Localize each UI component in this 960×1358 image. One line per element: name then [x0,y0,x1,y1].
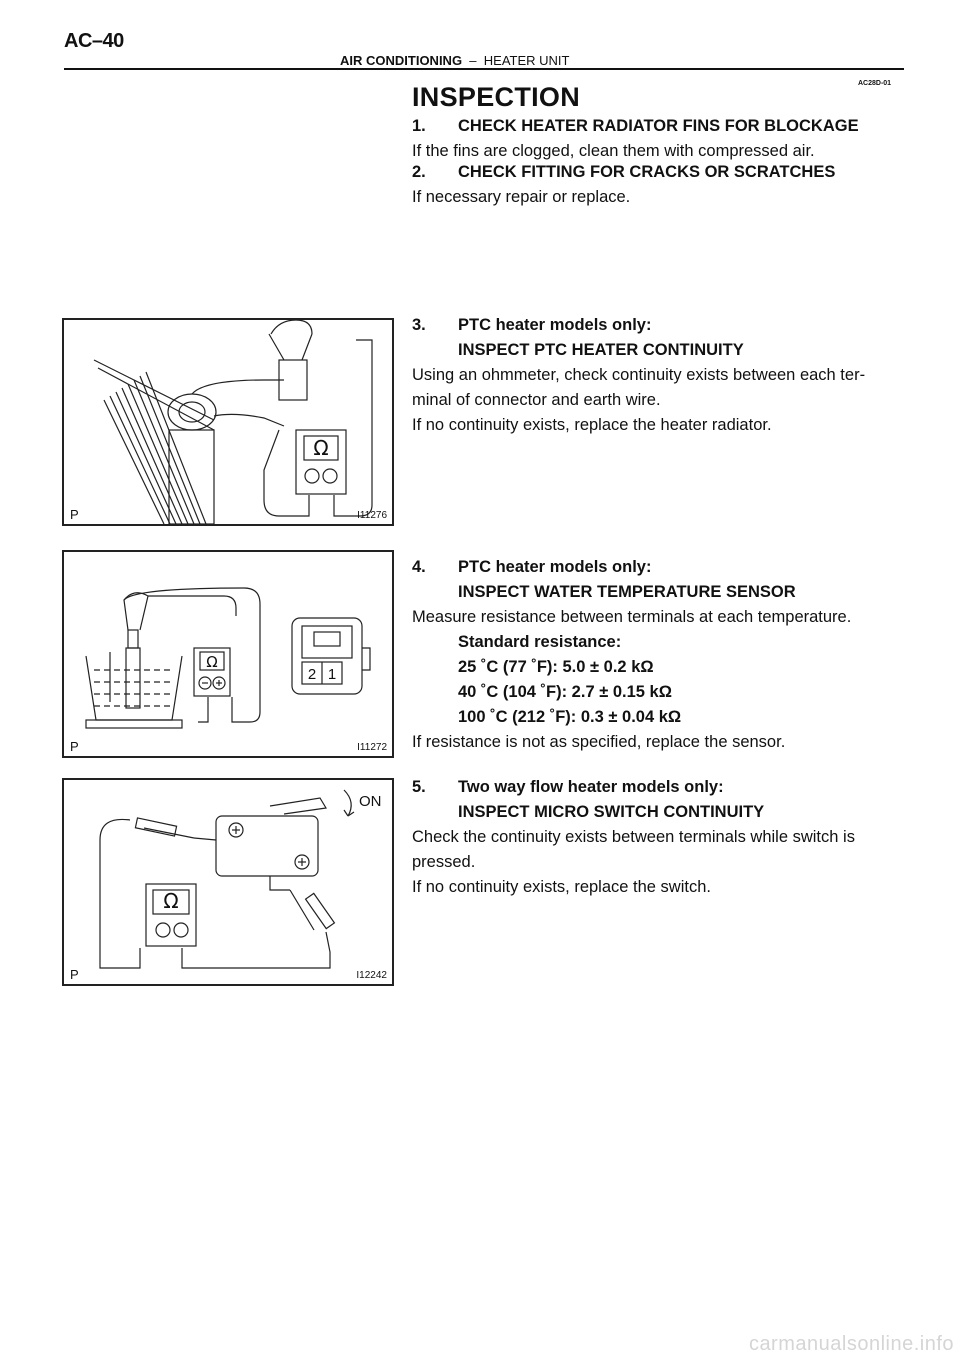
section-title [340,53,569,68]
step-heading: 5. Two way flow heater models only: [412,778,724,796]
radiator-fins [94,360,214,524]
step-body-line: pressed. [412,853,476,871]
step-body: If necessary repair or replace. [412,188,631,206]
step-body-line: Check the continuity exists between terminals while switch is [412,828,855,846]
step-heading: 3. PTC heater models only: [412,316,652,334]
connector-pin: 1 [327,666,337,683]
subsection-name: HEATER UNIT [483,53,570,68]
connector-pin: 2 [307,666,317,683]
header-rule [64,68,904,70]
step-body: If the fins are clogged, clean them with compressed air. [412,142,815,160]
ptc-heater-illustration [64,320,392,524]
spec-value: 40 ˚C (104 ˚F): 2.7 ± 0.15 kΩ [458,683,672,701]
step-subheading: INSPECT PTC HEATER CONTINUITY [458,341,744,359]
section-name: AIR CONDITIONING [340,53,463,68]
step-subheading: INSPECT WATER TEMPERATURE SENSOR [458,583,796,601]
step-3 [412,313,912,438]
spec-value: 25 ˚C (77 ˚F): 5.0 ± 0.2 kΩ [458,658,654,676]
spec-value: 100 ˚C (212 ˚F): 0.3 ± 0.04 kΩ [458,708,682,726]
switch-on-label: ON [359,793,382,810]
figure-id: I11272 [357,742,387,753]
water-temp-sensor-illustration [64,552,392,756]
page-code: AC–40 [64,30,124,52]
figure-p-label: P [70,507,79,522]
ohm-symbol: Ω [206,653,218,671]
step-body-line: If no continuity exists, replace the heater radiator. [412,416,772,434]
figure-p-label: P [70,739,79,754]
step-body-line: Using an ohmmeter, check continuity exists between each ter- [412,366,866,384]
step-2 [412,160,912,210]
watermark: carmanualsonline.info [748,1333,954,1355]
figure-id: I11276 [357,510,387,521]
step-heading: 1. CHECK HEATER RADIATOR FINS FOR BLOCKAGE [412,117,859,135]
step-body-line: minal of connector and earth wire. [412,391,661,409]
step-subheading: INSPECT MICRO SWITCH CONTINUITY [458,803,765,821]
figure-id: I12242 [356,970,387,981]
reference-code: AC28D-01 [858,80,892,87]
figure-micro-switch [62,778,394,986]
figure-p-label: P [70,967,79,982]
page-title: INSPECTION [412,82,581,112]
step-1 [412,114,912,164]
step-heading: 2. CHECK FITTING FOR CRACKS OR SCRATCHES [412,163,836,181]
step-body-line: Measure resistance between terminals at each temperature. [412,608,852,626]
step-body-line: If resistance is not as specified, replace the sensor. [412,733,786,751]
ohm-symbol: Ω [313,436,329,460]
step-4 [412,555,912,755]
figure-ptc-heater [62,318,394,526]
spec-title: Standard resistance: [458,633,622,651]
ohm-symbol: Ω [163,889,179,913]
step-5 [412,775,912,900]
figure-water-temp-sensor [62,550,394,758]
step-body-line: If no continuity exists, replace the switch. [412,878,711,896]
section-separator: – [469,53,477,68]
micro-switch-illustration [64,780,392,984]
step-heading: 4. PTC heater models only: [412,558,652,576]
